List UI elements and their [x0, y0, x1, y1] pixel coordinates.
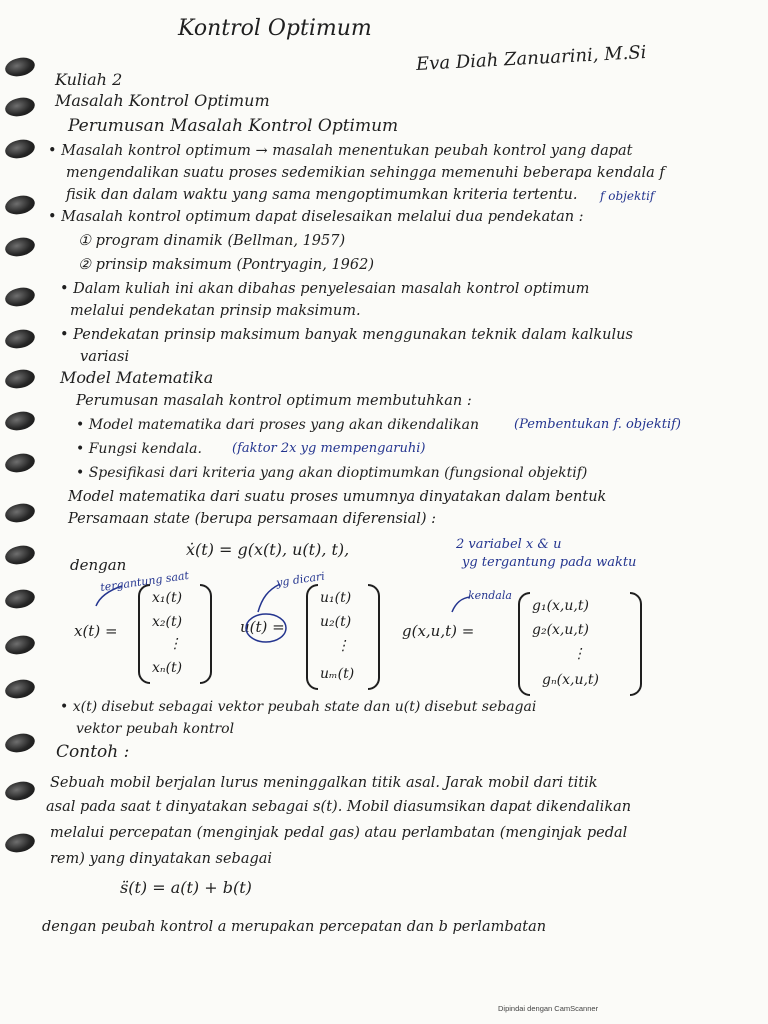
- paragraph-line: dengan peubah kontrol a merupakan percepatan dan b perlambatan: [42, 919, 547, 935]
- page-title: Kontrol Optimum: [178, 16, 372, 41]
- matrix-entry: x₂(t): [152, 614, 183, 630]
- paragraph-line: • Masalah kontrol optimum dapat diselesaikan melalui dua pendekatan :: [48, 209, 584, 225]
- matrix-entry: gₙ(x,u,t): [542, 672, 599, 688]
- margin-note: (faktor 2x yg mempengaruhi): [232, 441, 426, 456]
- margin-note: yg tergantung pada waktu: [462, 555, 637, 570]
- example-equation: s̈(t) = a(t) + b(t): [120, 878, 252, 897]
- annotation: kendala: [468, 589, 512, 602]
- margin-note: (Pembentukan f. objektif): [514, 417, 682, 432]
- matrix-entry: uₘ(t): [320, 666, 355, 682]
- matrix-entry: x₁(t): [152, 590, 183, 606]
- paragraph-line: Perumusan masalah kontrol optimum membutuhkan :: [76, 393, 472, 409]
- paragraph-line: fisik dan dalam waktu yang sama mengoptimumkan kriteria tertentu.: [66, 187, 578, 203]
- paragraph-line: mengendalikan suatu proses sedemikian sehingga memenuhi beberapa kendala f: [66, 165, 665, 181]
- matrix-entry: ⋮: [168, 636, 182, 652]
- annotation: yg dicari: [275, 569, 326, 590]
- requirement-item: • Fungsi kendala.: [76, 441, 202, 457]
- requirement-item: • Spesifikasi dari kriteria yang akan dioptimumkan (fungsional objektif): [76, 465, 588, 481]
- requirement-item: • Model matematika dari proses yang akan dikendalikan: [76, 417, 479, 433]
- paragraph-line: • Dalam kuliah ini akan dibahas penyelesaian masalah kontrol optimum: [60, 281, 590, 297]
- margin-note: f objektif: [600, 189, 655, 203]
- vector-g-label: g(x,u,t) =: [402, 622, 475, 640]
- lecture-number: Kuliah 2: [55, 70, 123, 89]
- list-item: ① program dinamik (Bellman, 1957): [78, 233, 346, 249]
- paragraph-line: Persamaan state (berupa persamaan diferensial) :: [68, 511, 437, 527]
- matrix-entry: u₁(t): [320, 590, 352, 606]
- paragraph-line: asal pada saat t dinyatakan sebagai s(t). Mobil diasumsikan dapat dikendalikan: [46, 799, 632, 815]
- vector-x-label: x(t) =: [74, 622, 118, 640]
- paragraph-line: melalui pendekatan prinsip maksimum.: [70, 303, 361, 319]
- annotation: tergantung saat: [99, 568, 190, 595]
- paragraph-line: • Pendekatan prinsip maksimum banyak menggunakan teknik dalam kalkulus: [60, 327, 633, 343]
- paragraph-line: • Masalah kontrol optimum → masalah menentukan peubah kontrol yang dapat: [48, 143, 633, 159]
- lecture-topic: Masalah Kontrol Optimum: [55, 91, 270, 110]
- matrix-entry: g₂(x,u,t): [532, 622, 589, 638]
- paragraph-line: melalui percepatan (menginjak pedal gas) atau perlambatan (menginjak pedal: [50, 825, 628, 841]
- paragraph-line: • x(t) disebut sebagai vektor peubah state dan u(t) disebut sebagai: [60, 699, 537, 715]
- matrix-entry: ⋮: [572, 646, 586, 662]
- model-heading: Model Matematika: [60, 368, 214, 387]
- matrix-entry: g₁(x,u,t): [532, 598, 589, 614]
- paragraph-line: variasi: [80, 349, 130, 365]
- matrix-entry: ⋮: [336, 638, 350, 654]
- matrix-entry: xₙ(t): [152, 660, 183, 676]
- example-heading: Contoh :: [56, 742, 130, 762]
- vector-u-label: u(t) =: [240, 618, 285, 636]
- state-equation: ẋ(t) = g(x(t), u(t), t),: [186, 540, 350, 559]
- dengan-label: dengan: [70, 556, 127, 574]
- margin-note: 2 variabel x & u: [456, 537, 562, 552]
- author-name: Eva Diah Zanuarini, M.Si: [415, 41, 647, 76]
- section-title: Perumusan Masalah Kontrol Optimum: [68, 116, 399, 136]
- list-item: ② prinsip maksimum (Pontryagin, 1962): [78, 257, 374, 273]
- paragraph-line: rem) yang dinyatakan sebagai: [50, 851, 273, 867]
- paragraph-line: Model matematika dari suatu proses umumnya dinyatakan dalam bentuk: [68, 489, 607, 505]
- matrix-entry: u₂(t): [320, 614, 352, 630]
- scanner-watermark: Dipindai dengan CamScanner: [498, 1004, 599, 1013]
- paragraph-line: Sebuah mobil berjalan lurus meninggalkan titik asal. Jarak mobil dari titik: [50, 775, 598, 791]
- paragraph-line: vektor peubah kontrol: [76, 721, 235, 737]
